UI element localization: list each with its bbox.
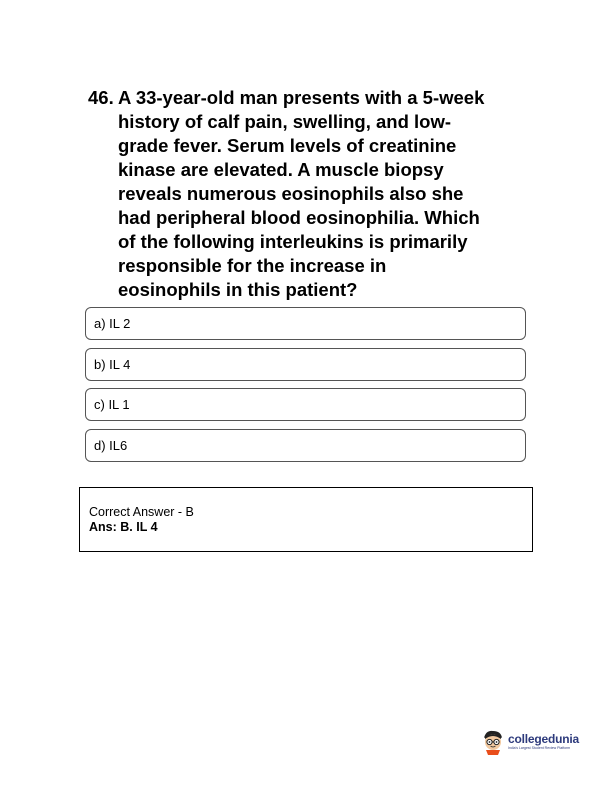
brand-name: collegedunia: [508, 732, 579, 747]
correct-answer-text: Correct Answer - B: [89, 505, 194, 519]
answer-box: [79, 487, 533, 552]
question-number: 46.: [88, 87, 114, 108]
mascot-icon: [481, 729, 505, 755]
option-a[interactable]: a) IL 2: [85, 307, 526, 340]
options-list: [85, 307, 526, 469]
brand-tagline: India's Largest Student Review Platform: [508, 746, 571, 751]
answer-explanation: Ans: B. IL 4: [89, 520, 158, 534]
question-block: [88, 86, 538, 302]
option-d[interactable]: d) IL6: [85, 429, 526, 462]
question-text: A 33-year-old man presents with a 5-week history of calf pain, swelling, and low- grade fever. Serum levels of creatinine kinase are elevated. A muscle biopsy reveals numerous eosinophils also she had peripheral blood eosinophilia. Which of the following interleukins is primarily responsible for the increase in eosinophils in this patient?: [118, 87, 485, 300]
option-b[interactable]: b) IL 4: [85, 348, 526, 381]
collegedunia-logo: [481, 729, 579, 755]
option-c[interactable]: c) IL 1: [85, 388, 526, 421]
